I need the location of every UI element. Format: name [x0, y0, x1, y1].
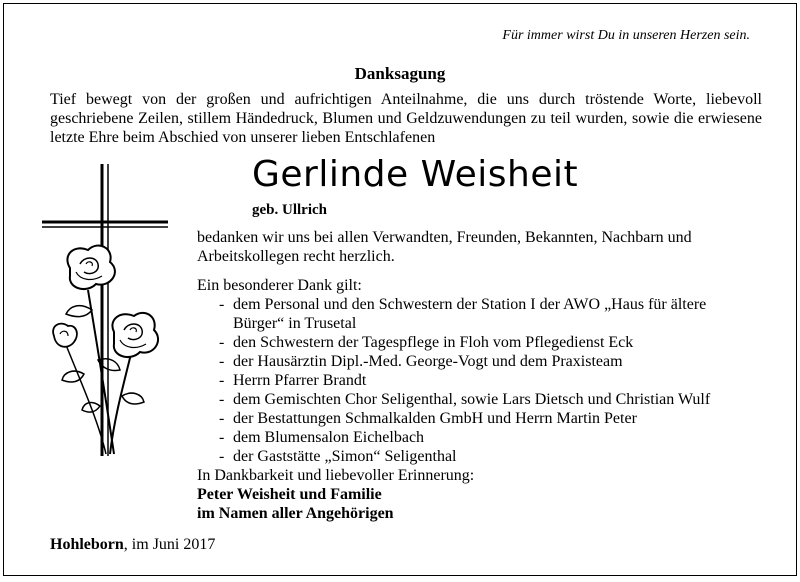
list-item: - Herrn Pfarrer Brandt [219, 371, 757, 390]
list-item: - dem Blumensalon Eichelbach [219, 428, 757, 447]
deceased-name: Gerlinde Weisheit [252, 154, 579, 195]
list-item: - der Hausärztin Dipl.-Med. George-Vogt und dem Praxisteam [219, 352, 757, 371]
heading: Danksagung [354, 64, 446, 83]
thanks-general: bedanken wir uns bei allen Verwandten, Freunden, Bekannten, Nachbarn und Arbeitskollegen recht herzlich. [197, 229, 692, 265]
closing-line: In Dankbarkeit und liebevoller Erinnerung: [197, 467, 475, 484]
thanks-section [197, 228, 757, 523]
place-and-date [50, 536, 215, 554]
signer-line-1: Peter Weisheit und Familie [197, 486, 382, 503]
motto: Für immer wirst Du in unseren Herzen sein. [502, 28, 750, 43]
thanks-list [197, 295, 757, 466]
list-item: - den Schwestern der Tagespflege in Floh vom Pflegedienst Eck [219, 333, 757, 352]
list-item: - der Gaststätte „Simon“ Seligenthal [219, 447, 757, 466]
list-item: - dem Gemischten Chor Seligenthal, sowie Lars Dietsch und Christian Wulf [219, 390, 757, 409]
date-text: , im Juni 2017 [123, 536, 216, 553]
signer-line-2: im Namen aller Angehörigen [197, 505, 394, 522]
intro-text: Tief bewegt von der großen und aufrichtigen Anteilnahme, die uns durch tröstende Worte, liebevoll geschriebene Zeilen, stillem Händedruck, Blumen und Geldzuwendungen zu teil wurden, sowie die erwiesene letzte Ehre beim Abschied von unserer lieben Entschlafenen [50, 91, 762, 146]
place-name: Hohleborn [50, 536, 124, 553]
thanks-special-heading: Ein besonderer Dank gilt: [197, 277, 362, 294]
obituary-notice [3, 3, 797, 576]
list-item: - dem Personal und den Schwestern der Station I der AWO „Haus für ältere Bürger“ in Trusetal [219, 295, 757, 333]
list-item: - der Bestattungen Schmalkalden GmbH und Herrn Martin Peter [219, 409, 757, 428]
maiden-name: geb. Ullrich [252, 202, 327, 218]
cross-with-roses-icon [40, 160, 170, 460]
